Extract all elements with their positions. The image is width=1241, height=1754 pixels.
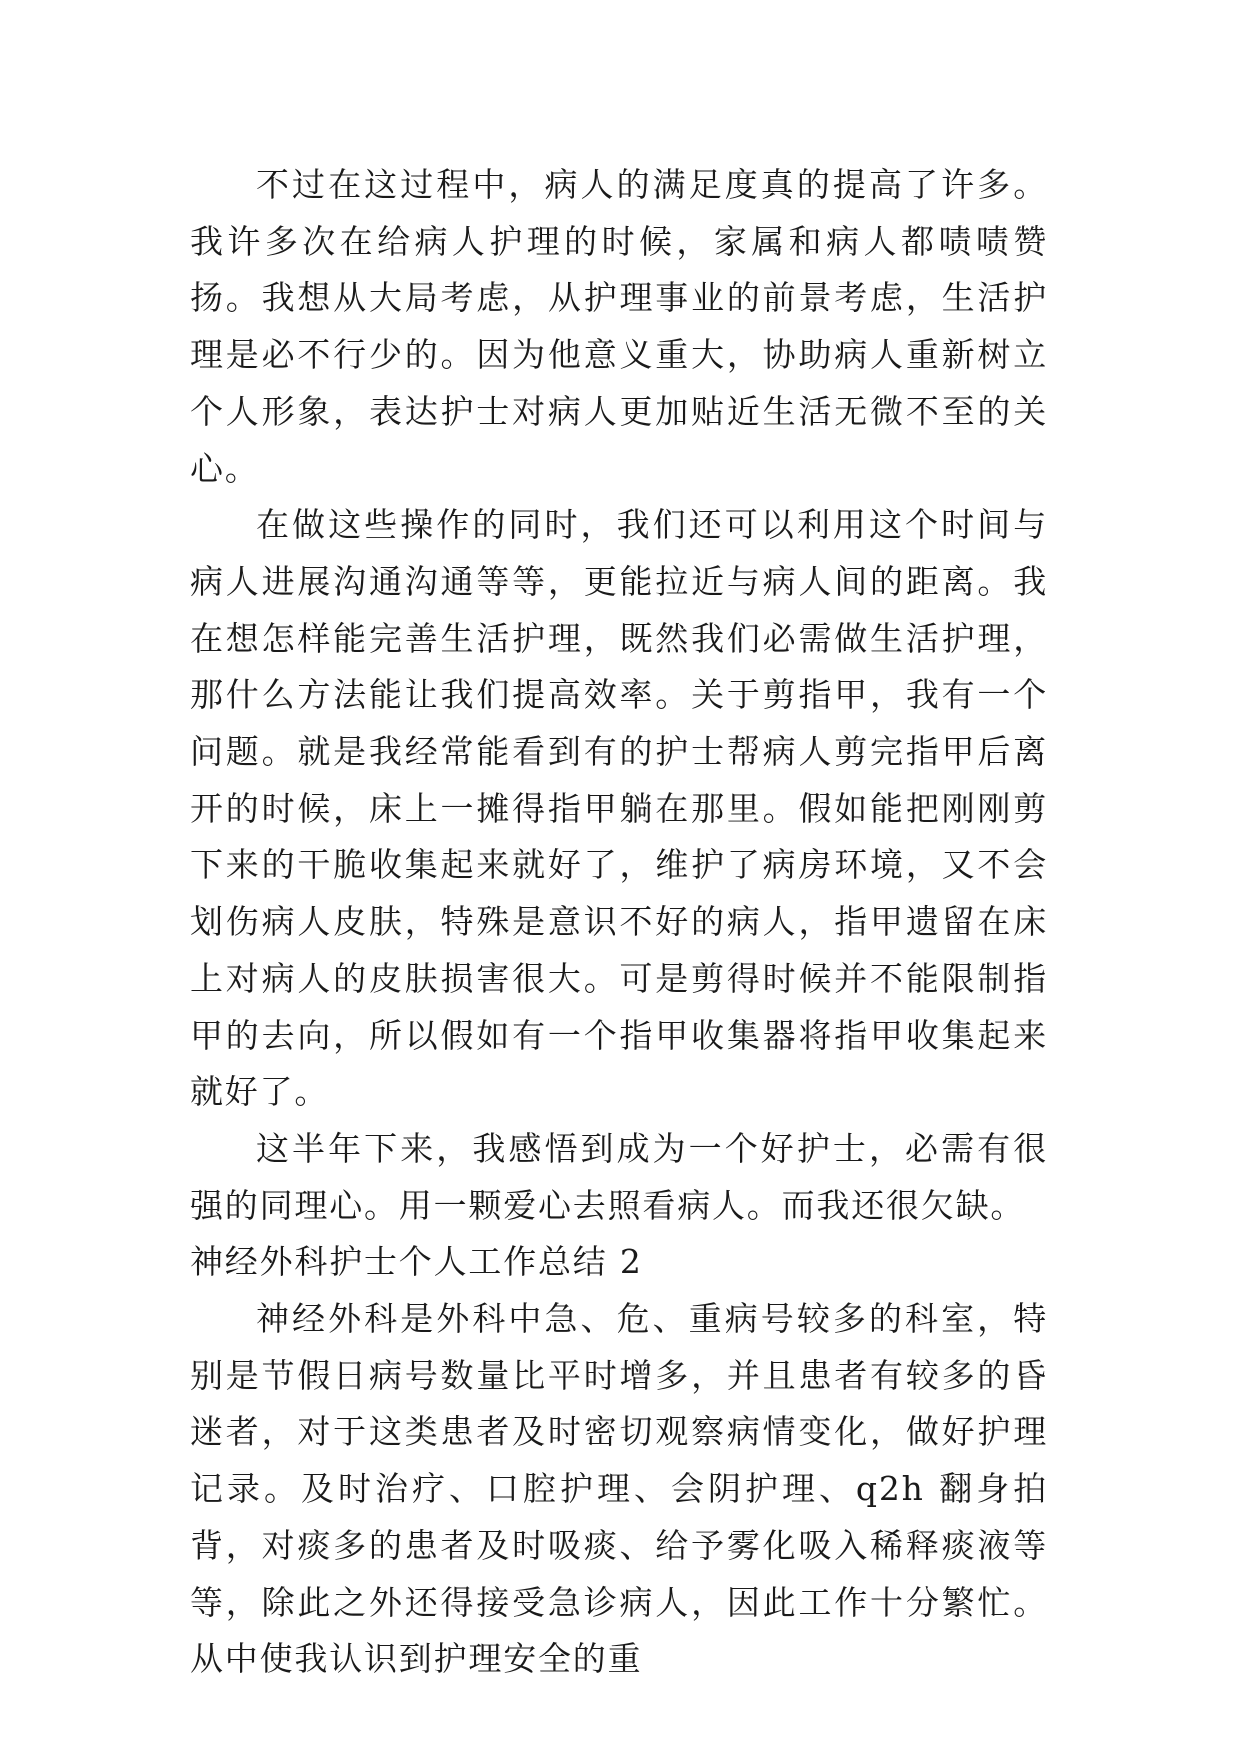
paragraph-nail-clipping: 在做这些操作的同时，我们还可以利用这个时间与病人进展沟通沟通等等，更能拉近与病人间的距离。我在想怎样能完善生活护理，既然我们必需做生活护理，那什么方法能让我们提高效率。关于剪指甲，我有一个问题。就是我经常能看到有的护士帮病人剪完指甲后离开的时候，床上一摊得指甲躺在那里。假如能把刚刚剪下来的干脆收集起来就好了，维护了病房环境，又不会划伤病人皮肤，特殊是意识不好的病人，指甲遗留在床上对病人的皮肤损害很大。可是剪得时候并不能限制指甲的去向，所以假如有一个指甲收集器将指甲收集起来就好了。	[190, 505, 1048, 1112]
document-body	[190, 157, 1048, 1688]
section-heading: 神经外科护士个人工作总结 2	[190, 1242, 643, 1282]
paragraph-reflection: 这半年下来，我感悟到成为一个好护士，必需有很强的同理心。用一颗爱心去照看病人。而我还很欠缺。	[190, 1128, 1048, 1225]
paragraph-neurosurgery: 神经外科是外科中急、危、重病号较多的科室，特别是节假日病号数量比平时增多，并且患者有较多的昏迷者，对于这类患者及时密切观察病情变化，做好护理记录。及时治疗、口腔护理、会阴护理、q2h 翻身拍背，对痰多的患者及时吸痰、给予雾化吸入稀释痰液等等，除此之外还得接受急诊病人，因此工作十分繁忙。从中使我认识到护理安全的重	[190, 1299, 1048, 1679]
paragraph-satisfaction: 不过在这过程中，病人的满足度真的提高了许多。我许多次在给病人护理的时候，家属和病人都啧啧赞扬。我想从大局考虑，从护理事业的前景考虑，生活护理是必不行少的。因为他意义重大，协助病人重新树立个人形象，表达护士对病人更加贴近生活无微不至的关心。	[190, 165, 1048, 488]
